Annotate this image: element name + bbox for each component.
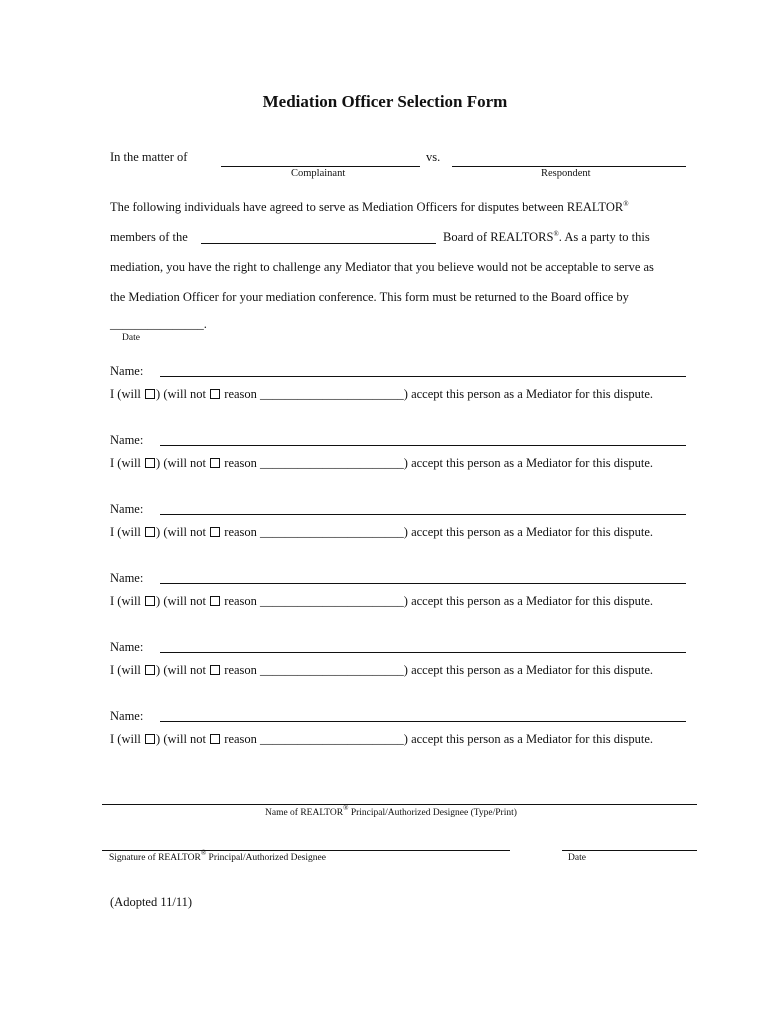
mediator-choice-row	[110, 525, 653, 540]
complainant-field[interactable]	[221, 166, 420, 167]
respondent-label: Respondent	[541, 168, 591, 179]
signature-label	[109, 849, 326, 863]
mediator-name-field[interactable]	[160, 445, 686, 446]
will-not-label: ) (will not	[156, 387, 207, 401]
adopted-note: (Adopted 11/11)	[110, 895, 193, 909]
will-label: I (will	[110, 732, 141, 746]
mediator-name-field[interactable]	[160, 376, 686, 377]
will-label: I (will	[110, 525, 141, 539]
will-label: I (will	[110, 387, 141, 401]
mediator-name-field[interactable]	[160, 514, 686, 515]
registered-mark: ®	[623, 200, 629, 208]
will-checkbox[interactable]	[145, 596, 155, 606]
signature-date-field[interactable]	[562, 850, 697, 851]
mediator-name-field[interactable]	[160, 652, 686, 653]
matter-label: In the matter of	[110, 150, 188, 164]
board-name-field[interactable]	[201, 243, 436, 244]
reason-text[interactable]: reason _______________________) accept this person as a Mediator for this dispute.	[224, 525, 654, 539]
mediator-name-label: Name:	[110, 433, 144, 447]
signature-of-label: Signature of REALTOR	[109, 853, 201, 863]
board-text	[443, 230, 650, 245]
will-checkbox[interactable]	[145, 734, 155, 744]
return-date-label: Date	[122, 333, 140, 343]
mediator-choice-row	[110, 594, 653, 609]
reason-text[interactable]: reason _______________________) accept this person as a Mediator for this dispute.	[224, 594, 654, 608]
complainant-label: Complainant	[291, 168, 346, 179]
reason-text[interactable]: reason _______________________) accept this person as a Mediator for this dispute.	[224, 663, 654, 677]
will-not-label: ) (will not	[156, 732, 207, 746]
will-checkbox[interactable]	[145, 527, 155, 537]
vs-label: vs.	[426, 150, 441, 164]
mediator-choice-row	[110, 732, 653, 747]
will-not-checkbox[interactable]	[210, 389, 220, 399]
reason-text[interactable]: reason _______________________) accept this person as a Mediator for this dispute.	[224, 456, 654, 470]
name-of-label: Name of REALTOR	[265, 808, 344, 818]
signature-field[interactable]	[102, 850, 510, 851]
mediator-name-label: Name:	[110, 502, 144, 516]
reason-text[interactable]: reason _______________________) accept this person as a Mediator for this dispute.	[224, 732, 654, 746]
will-not-label: ) (will not	[156, 525, 207, 539]
signature-suffix: Principal/Authorized Designee	[206, 853, 326, 863]
mediator-name-field[interactable]	[160, 583, 686, 584]
will-label: I (will	[110, 456, 141, 470]
mediator-name-label: Name:	[110, 571, 144, 585]
mediator-name-field[interactable]	[160, 721, 686, 722]
return-date-field[interactable]: _______________.	[110, 317, 207, 331]
realtor-name-label	[265, 804, 517, 818]
respondent-field[interactable]	[452, 166, 686, 167]
reason-text[interactable]: reason _______________________) accept this person as a Mediator for this dispute.	[224, 387, 654, 401]
mediator-choice-row	[110, 387, 653, 402]
intro-line-1-text: The following individuals have agreed to serve as Mediation Officers for disputes between REALTOR	[110, 200, 624, 214]
intro-line-1	[110, 200, 629, 215]
will-not-checkbox[interactable]	[210, 734, 220, 744]
form-title: Mediation Officer Selection Form	[262, 92, 508, 111]
mediator-choice-row	[110, 663, 653, 678]
will-label: I (will	[110, 594, 141, 608]
will-checkbox[interactable]	[145, 665, 155, 675]
will-not-checkbox[interactable]	[210, 665, 220, 675]
signature-date-label: Date	[568, 853, 586, 863]
members-of-label: members of the	[110, 230, 188, 244]
registered-mark: ®	[553, 230, 559, 238]
board-of-label: Board of REALTORS	[443, 230, 554, 244]
will-not-checkbox[interactable]	[210, 458, 220, 468]
realtor-name-field[interactable]	[102, 804, 697, 805]
mediator-name-label: Name:	[110, 364, 144, 378]
will-not-label: ) (will not	[156, 594, 207, 608]
registered-mark: ®	[343, 804, 349, 812]
will-not-checkbox[interactable]	[210, 596, 220, 606]
intro-line-4: the Mediation Officer for your mediation conference. This form must be returned to the Board office by	[110, 290, 629, 304]
party-text: . As a party to this	[558, 230, 650, 244]
will-not-label: ) (will not	[156, 456, 207, 470]
will-label: I (will	[110, 663, 141, 677]
name-suffix: Principal/Authorized Designee (Type/Print)	[348, 808, 517, 818]
mediator-choice-row	[110, 456, 653, 471]
will-checkbox[interactable]	[145, 458, 155, 468]
will-not-checkbox[interactable]	[210, 527, 220, 537]
mediator-name-label: Name:	[110, 640, 144, 654]
intro-line-3: mediation, you have the right to challenge any Mediator that you believe would not be acceptable to serve as	[110, 260, 654, 274]
will-not-label: ) (will not	[156, 663, 207, 677]
registered-mark: ®	[200, 849, 207, 857]
will-checkbox[interactable]	[145, 389, 155, 399]
mediator-name-label: Name:	[110, 709, 144, 723]
